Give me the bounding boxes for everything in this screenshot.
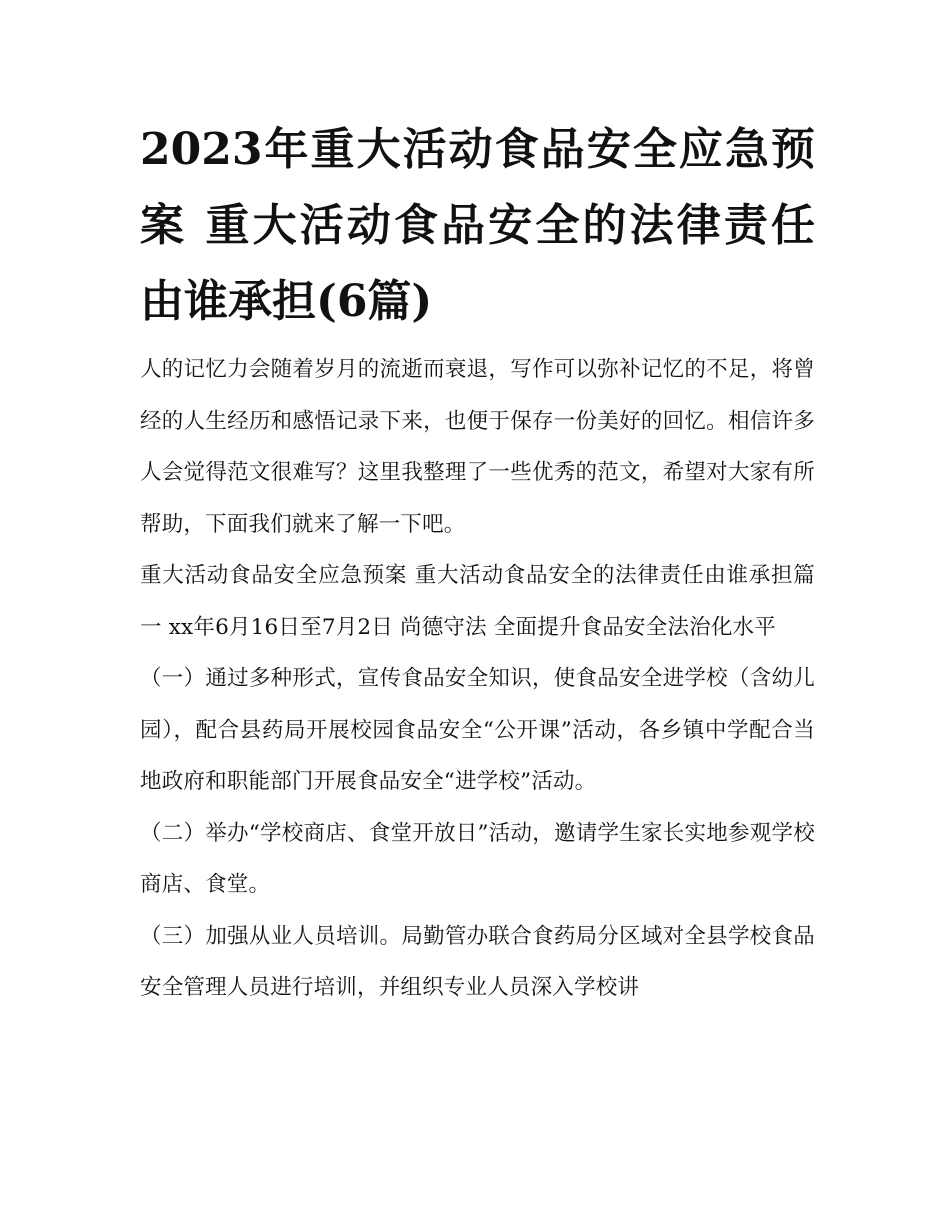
document-title: 2023年重大活动食品安全应急预案 重大活动食品安全的法律责任由谁承担(6篇) — [140, 124, 815, 327]
intro-paragraph: 人的记忆力会随着岁月的流逝而衰退，写作可以弥补记忆的不足，将曾经的人生经历和感悟记录下来，也便于保存一份美好的回忆。相信许多人会觉得范文很难写？这里我整理了一些优秀的范文，希望对大家有所帮助，下面我们就来了解一下吧。 — [140, 357, 815, 537]
section-heading-paragraph: 重大活动食品安全应急预案 重大活动食品安全的法律责任由谁承担篇一 xx年6月16日至7月2日 尚德守法 全面提升食品安全法治化水平 — [140, 563, 815, 640]
item-three-paragraph: （三）加强从业人员培训。局勤管办联合食药局分区域对全县学校食品安全管理人员进行培训，并组织专业人员深入学校讲 — [140, 923, 815, 1000]
item-one-paragraph: （一）通过多种形式，宣传食品安全知识，使食品安全进学校（含幼儿园），配合县药局开展校园食品安全“公开课”活动，各乡镇中学配合当地政府和职能部门开展食品安全“进学校”活动。 — [140, 666, 815, 794]
document-page — [140, 112, 815, 1014]
item-two-paragraph: （二）举办“学校商店、食堂开放日”活动，邀请学生家长实地参观学校商店、食堂。 — [140, 820, 815, 897]
